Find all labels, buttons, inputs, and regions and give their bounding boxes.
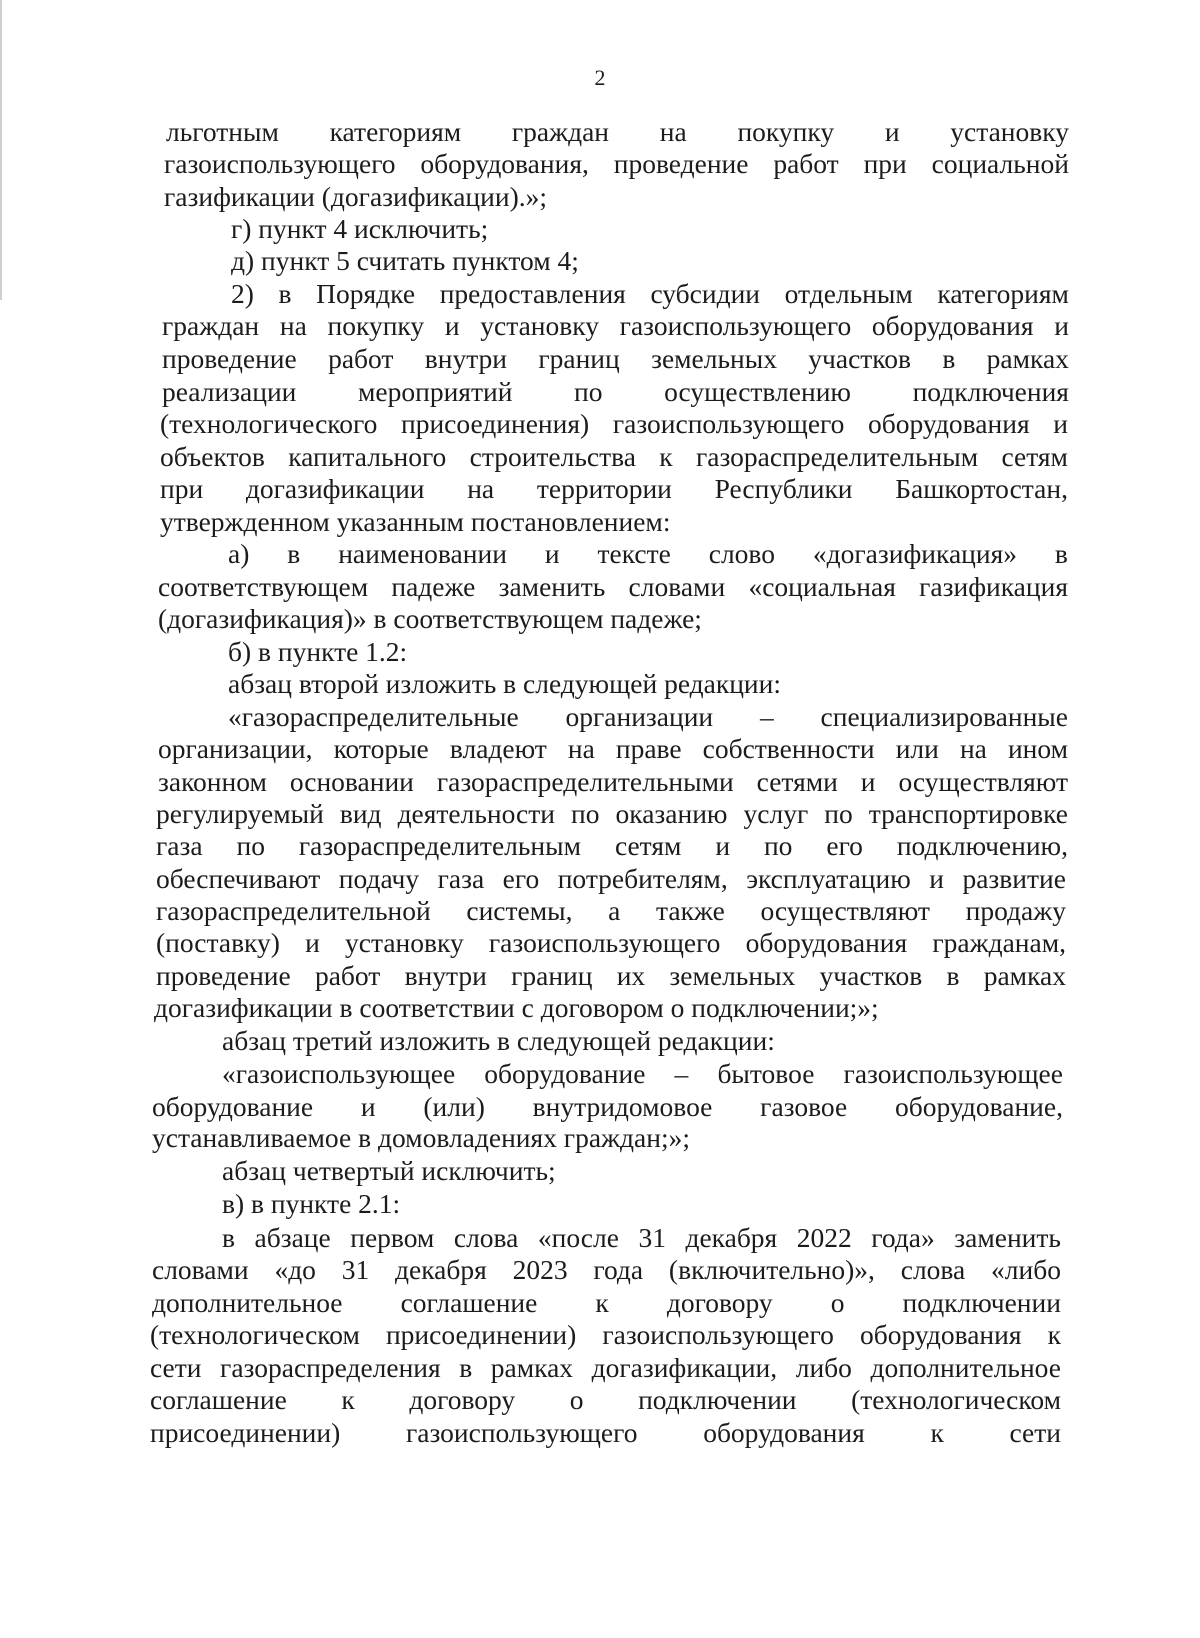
word: законном xyxy=(158,766,267,797)
word: праве xyxy=(615,733,682,764)
word: сетями xyxy=(756,766,838,797)
word: строительства xyxy=(469,441,636,472)
word: 31 xyxy=(638,1222,666,1253)
word: и xyxy=(544,538,560,569)
word: газификация xyxy=(919,571,1068,602)
word: договору xyxy=(409,1384,516,1415)
text-line: г) пункт 4 исключить; xyxy=(231,213,489,244)
text-line: догазификации в соответствии с договором о подключении;»; xyxy=(154,992,879,1023)
scan-edge-mark xyxy=(0,0,2,300)
word: «догазификация» xyxy=(812,538,1017,569)
word: в xyxy=(946,960,960,991)
text-line: утвержденном указанным постановлением: xyxy=(160,506,671,537)
word: специализированные xyxy=(820,701,1068,732)
text-line xyxy=(156,862,1066,895)
word: – xyxy=(674,1058,689,1089)
text-line xyxy=(222,1057,1063,1090)
word: в xyxy=(942,343,956,374)
word: установку xyxy=(480,310,599,341)
word: и xyxy=(360,1091,376,1122)
word: на xyxy=(279,310,307,341)
word: проведение xyxy=(156,960,291,991)
word: падеже xyxy=(391,571,476,602)
word: системы, xyxy=(466,895,573,926)
word: земельных xyxy=(651,343,777,374)
word: и xyxy=(715,830,731,861)
word: по xyxy=(236,830,265,861)
word: к xyxy=(659,441,673,472)
word: оборудования, xyxy=(420,148,589,179)
word: осуществляют xyxy=(898,766,1068,797)
word: на xyxy=(567,733,595,764)
word: собственности xyxy=(702,733,875,764)
page-number: 2 xyxy=(594,65,606,90)
word: рамках xyxy=(490,1352,574,1383)
text-line xyxy=(162,309,1069,342)
text-line xyxy=(158,570,1068,603)
word: границ xyxy=(511,960,593,991)
word: установку xyxy=(345,927,464,958)
text-line xyxy=(162,375,1069,408)
text-line: устанавливаемое в домовладениях граждан;»; xyxy=(152,1122,690,1153)
word: оборудования xyxy=(703,1417,865,1448)
word: словами xyxy=(628,571,726,602)
word: слова xyxy=(900,1254,966,1285)
word: (поставку) xyxy=(156,927,280,958)
word: договору xyxy=(666,1287,773,1318)
word: 31 xyxy=(341,1254,370,1285)
word: работ xyxy=(773,148,839,179)
word: 2022 xyxy=(796,1222,852,1253)
word: по xyxy=(763,830,793,861)
word: услуг xyxy=(743,798,809,829)
word: сетям xyxy=(1001,441,1068,472)
text-line xyxy=(158,732,1068,765)
word: отдельным xyxy=(784,278,913,309)
word: соответствующем xyxy=(158,571,369,602)
word: внутри xyxy=(404,960,487,991)
word: наименовании xyxy=(338,538,507,569)
word: оборудование xyxy=(484,1058,646,1089)
word: в xyxy=(1054,538,1068,569)
word: присоединении) xyxy=(385,1319,577,1350)
word: «социальная xyxy=(748,571,896,602)
word: абзаце xyxy=(254,1222,331,1253)
word: газоиспользующего xyxy=(164,148,396,179)
text-line xyxy=(156,959,1066,992)
word: тексте xyxy=(597,538,671,569)
text-line: в) в пункте 2.1: xyxy=(222,1188,401,1219)
word: присоединения) xyxy=(400,408,590,439)
word: которые xyxy=(333,733,429,764)
text-line xyxy=(164,147,1069,180)
word: присоединении) xyxy=(150,1417,341,1448)
word: продажу xyxy=(965,895,1066,926)
word: газа xyxy=(156,830,203,861)
word: «газоиспользующее xyxy=(222,1058,456,1089)
text-line xyxy=(150,1383,1061,1416)
word: на xyxy=(467,473,495,504)
word: граждан xyxy=(511,116,610,147)
text-line xyxy=(162,342,1069,375)
text-line xyxy=(228,700,1068,733)
word: оборудования xyxy=(871,310,1034,341)
text-line: абзац второй изложить в следующей редакции: xyxy=(228,668,782,699)
word: оборудование, xyxy=(894,1091,1063,1122)
word: заменить xyxy=(498,571,606,602)
word: оборудования xyxy=(859,1319,1022,1350)
word: оказанию xyxy=(615,798,728,829)
word: (технологическом xyxy=(150,1319,360,1350)
word: газоиспользующего xyxy=(619,310,852,341)
word: организации, xyxy=(158,733,313,764)
word: социальной xyxy=(931,148,1069,179)
word: рамках xyxy=(986,343,1069,374)
text-line xyxy=(166,115,1069,148)
word: льготным xyxy=(166,116,279,147)
word: газа xyxy=(437,863,485,894)
word: 2) xyxy=(231,278,254,309)
word: гражданам, xyxy=(932,927,1066,958)
word: в xyxy=(222,1222,235,1253)
word: (технологическом xyxy=(851,1384,1061,1415)
word: (технологического xyxy=(160,408,378,439)
word: к xyxy=(595,1287,609,1318)
word: проведение xyxy=(162,343,297,374)
word: слова xyxy=(453,1222,519,1253)
word: также xyxy=(656,895,725,926)
word: газовое xyxy=(760,1091,848,1122)
word: бытовое xyxy=(717,1058,815,1089)
word: (включительно)», xyxy=(668,1254,875,1285)
word: их xyxy=(616,960,646,991)
word: газораспределительным xyxy=(298,830,582,861)
word: газораспределительной xyxy=(156,895,431,926)
text-line xyxy=(156,829,1068,862)
word: осуществляют xyxy=(760,895,930,926)
word: подключении xyxy=(902,1287,1061,1318)
text-line xyxy=(156,797,1068,830)
word: при xyxy=(160,473,204,504)
word: газоиспользующего xyxy=(405,1417,638,1448)
word: и xyxy=(444,310,460,341)
word: и xyxy=(1053,408,1068,439)
word: развитие xyxy=(962,863,1066,894)
text-line xyxy=(222,1221,1061,1254)
word: и xyxy=(1054,310,1069,341)
word: соглашение xyxy=(400,1287,538,1318)
word: в xyxy=(459,1352,473,1383)
text-line xyxy=(150,1318,1061,1351)
word: и xyxy=(929,863,944,894)
word: регулируемый xyxy=(156,798,324,829)
word: организации xyxy=(565,701,714,732)
text-line: д) пункт 5 считать пунктом 4; xyxy=(231,245,579,276)
word: «до xyxy=(274,1254,316,1285)
word: владеют xyxy=(449,733,547,764)
word: его xyxy=(502,863,540,894)
word: ином xyxy=(1007,733,1068,764)
word: к xyxy=(341,1384,355,1415)
word: основании xyxy=(289,766,414,797)
word: газораспределительным xyxy=(696,441,979,472)
word: года xyxy=(593,1254,644,1285)
word: газоиспользующего xyxy=(488,927,721,958)
word: рамках xyxy=(983,960,1066,991)
word: потребителям, xyxy=(557,863,728,894)
word: участков xyxy=(819,960,923,991)
word: к xyxy=(1047,1319,1061,1350)
word: догазификации, xyxy=(591,1352,778,1383)
word: его xyxy=(826,830,863,861)
text-line xyxy=(156,894,1066,927)
text-line xyxy=(228,537,1068,570)
text-line xyxy=(152,1286,1061,1319)
word: сети xyxy=(1009,1417,1061,1448)
word: дополнительное xyxy=(152,1287,343,1318)
word: земельных xyxy=(669,960,796,991)
word: заменить xyxy=(954,1222,1061,1253)
text-line xyxy=(160,440,1068,473)
word: участков xyxy=(808,343,912,374)
word: деятельности xyxy=(397,798,555,829)
text-line xyxy=(150,1351,1061,1384)
word: газораспределения xyxy=(220,1352,441,1383)
word: в xyxy=(287,538,301,569)
word: (или) xyxy=(423,1091,485,1122)
word: догазификации xyxy=(245,473,425,504)
word: декабря xyxy=(395,1254,487,1285)
word: проведение xyxy=(613,148,749,179)
word: газораспределительными xyxy=(436,766,734,797)
word: на xyxy=(659,116,687,147)
text-line: абзац четвертый исключить; xyxy=(222,1155,556,1186)
word: внутридомовое xyxy=(532,1091,713,1122)
word: Башкортостан, xyxy=(895,473,1068,504)
word: по xyxy=(574,376,603,407)
word: объектов xyxy=(160,441,265,472)
word: в xyxy=(278,278,292,309)
word: а) xyxy=(228,538,250,569)
word: и xyxy=(305,927,320,958)
text-line: газификации (догазификации).»; xyxy=(164,181,547,212)
word: внутри xyxy=(424,343,508,374)
word: подключения xyxy=(912,376,1069,407)
word: обеспечивают xyxy=(156,863,321,894)
text-line xyxy=(152,1253,1061,1286)
word: на xyxy=(959,733,987,764)
word: осуществлению xyxy=(664,376,851,407)
word: оборудования xyxy=(868,408,1030,439)
word: газоиспользующего xyxy=(612,408,845,439)
word: граждан xyxy=(162,310,260,341)
text-line: (догазификация)» в соответствующем падеже; xyxy=(158,603,702,634)
word: Республики xyxy=(714,473,853,504)
text-line xyxy=(156,926,1066,959)
word: словами xyxy=(152,1254,249,1285)
word: работ xyxy=(314,960,381,991)
word: и xyxy=(860,766,876,797)
word: сети xyxy=(150,1352,202,1383)
word: газоиспользующего xyxy=(602,1319,834,1350)
word: транспортировке xyxy=(868,798,1068,829)
text-line: абзац третий изложить в следующей редакции: xyxy=(222,1025,775,1056)
word: дополнительное xyxy=(870,1352,1061,1383)
word: капитального xyxy=(288,441,447,472)
word: категориям xyxy=(329,116,462,147)
word: границ xyxy=(538,343,620,374)
word: предоставления xyxy=(439,278,626,309)
word: покупку xyxy=(327,310,425,341)
word: подключению, xyxy=(896,830,1068,861)
text-line xyxy=(158,765,1068,798)
word: «газораспределительные xyxy=(228,701,519,732)
word: покупку xyxy=(737,116,835,147)
text-line xyxy=(150,1416,1061,1449)
word: реализации xyxy=(162,376,297,407)
word: по xyxy=(824,798,853,829)
word: при xyxy=(863,148,907,179)
word: года» xyxy=(871,1222,935,1253)
word: субсидии xyxy=(650,278,761,309)
word: мероприятий xyxy=(358,376,513,407)
word: категориям xyxy=(937,278,1069,309)
word: вид xyxy=(339,798,382,829)
word: декабря xyxy=(685,1222,778,1253)
word: 2023 xyxy=(512,1254,568,1285)
word: Порядке xyxy=(316,278,416,309)
word: о xyxy=(830,1287,845,1318)
word: «после xyxy=(537,1222,619,1253)
text-line xyxy=(152,1090,1063,1123)
word: – xyxy=(759,701,774,732)
word: работ xyxy=(328,343,394,374)
word: эксплуатацию xyxy=(746,863,911,894)
word: установку xyxy=(950,116,1069,147)
text-line: б) в пункте 1.2: xyxy=(228,636,408,667)
word: и xyxy=(884,116,900,147)
word: к xyxy=(930,1417,944,1448)
word: сетям xyxy=(614,830,682,861)
word: оборудование xyxy=(152,1091,314,1122)
word: территории xyxy=(536,473,672,504)
word: подачу xyxy=(338,863,420,894)
word: соглашение xyxy=(150,1384,287,1415)
word: первом xyxy=(350,1222,435,1253)
word: а xyxy=(608,895,621,926)
word: «либо xyxy=(991,1254,1061,1285)
word: подключении xyxy=(638,1384,797,1415)
word: слово xyxy=(708,538,775,569)
word: по xyxy=(571,798,600,829)
word: газоиспользующее xyxy=(843,1058,1063,1089)
text-line xyxy=(231,277,1069,310)
text-line xyxy=(160,407,1068,440)
word: либо xyxy=(795,1352,852,1383)
word: или xyxy=(895,733,939,764)
word: о xyxy=(569,1384,584,1415)
word: оборудования xyxy=(745,927,908,958)
text-line xyxy=(160,472,1068,505)
